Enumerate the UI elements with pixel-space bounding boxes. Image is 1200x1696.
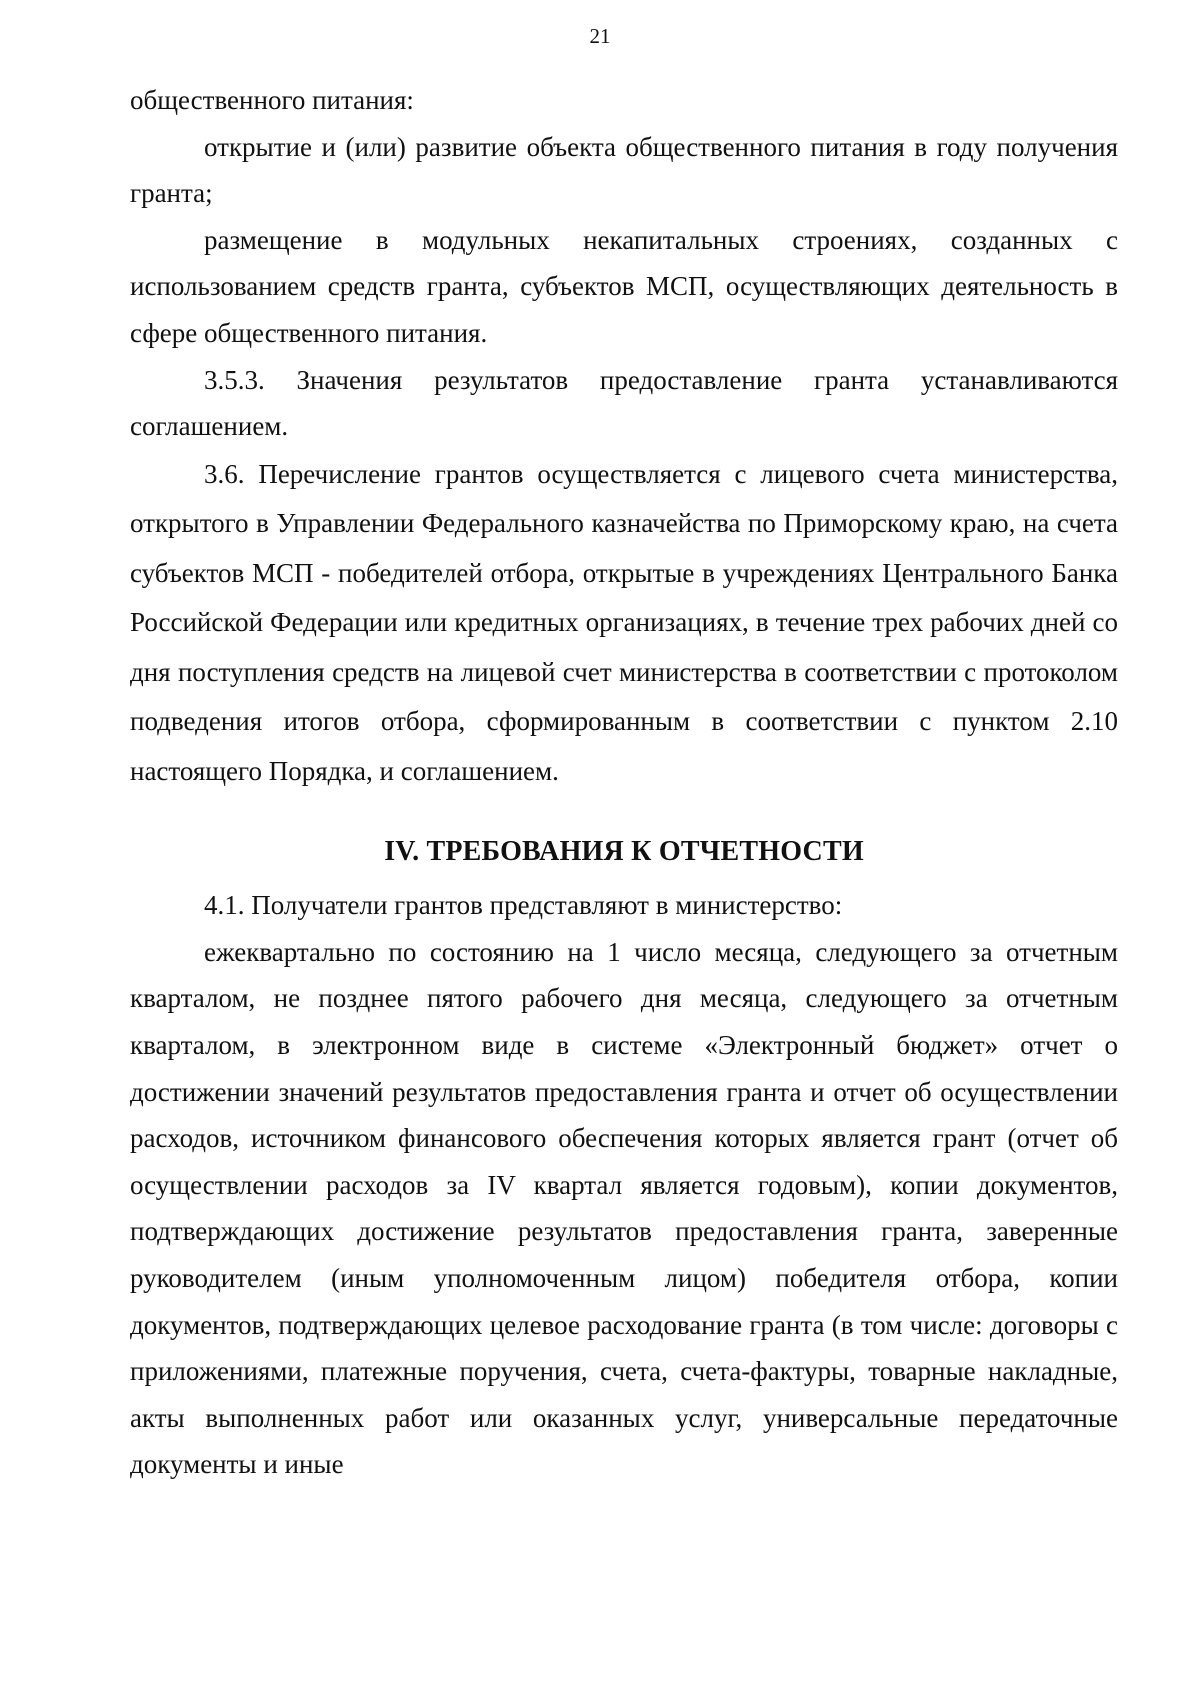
page-number: 21 [589,24,611,48]
document-body [130,77,1118,1488]
paragraph: 4.1. Получатели грантов представляют в министерство: [204,890,843,921]
paragraph: открытие и (или) развитие объекта общественного питания в году получения гранта; [130,131,1118,209]
paragraph: 3.6. Перечисление грантов осуществляется с лицевого счета министерства, открытого в Управлении Федерального казначейства по Приморскому краю, на счета субъектов МСП - победителей отбора, открытые в учреждениях Центрального Банка Российской Федерации или кредитных организациях, в течение трех рабочих дней со дня поступления средств на лицевой счет министерства в соответствии с протоколом подведения итогов отбора, сформированным в соответствии с пунктом 2.10 настоящего Порядка, и соглашением. [130,458,1118,786]
paragraph: ежеквартально по состоянию на 1 число месяца, следующего за отчетным кварталом, не позднее пятого рабочего дня месяца, следующего за отчетным кварталом, в электронном виде в системе «Электронный бюджет» отчет о достижении значений результатов предоставления гранта и отчет об осуществлении расходов, источником финансового обеспечения которых является грант (отчет об осуществлении расходов за IV квартал является годовым), копии документов, подтверждающих достижение результатов предоставления гранта, заверенные руководителем (иным уполномоченным лицом) победителя отбора, копии документов, подтверждающих целевое расходование гранта (в том числе: договоры с приложениями, платежные поручения, счета, счета-фактуры, товарные накладные, акты выполненных работ или оказанных услуг, универсальные передаточные документы и иные [130,936,1118,1480]
paragraph: 3.5.3. Значения результатов предоставление гранта устанавливаются соглашением. [130,364,1118,442]
paragraph: общественного питания: [130,85,414,115]
paragraph: размещение в модульных некапитальных строениях, созданных с использованием средств гранта, субъектов МСП, осуществляющих деятельность в сфере общественного питания. [130,224,1118,348]
section-heading: IV. ТРЕБОВАНИЯ К ОТЧЕТНОСТИ [384,836,864,868]
